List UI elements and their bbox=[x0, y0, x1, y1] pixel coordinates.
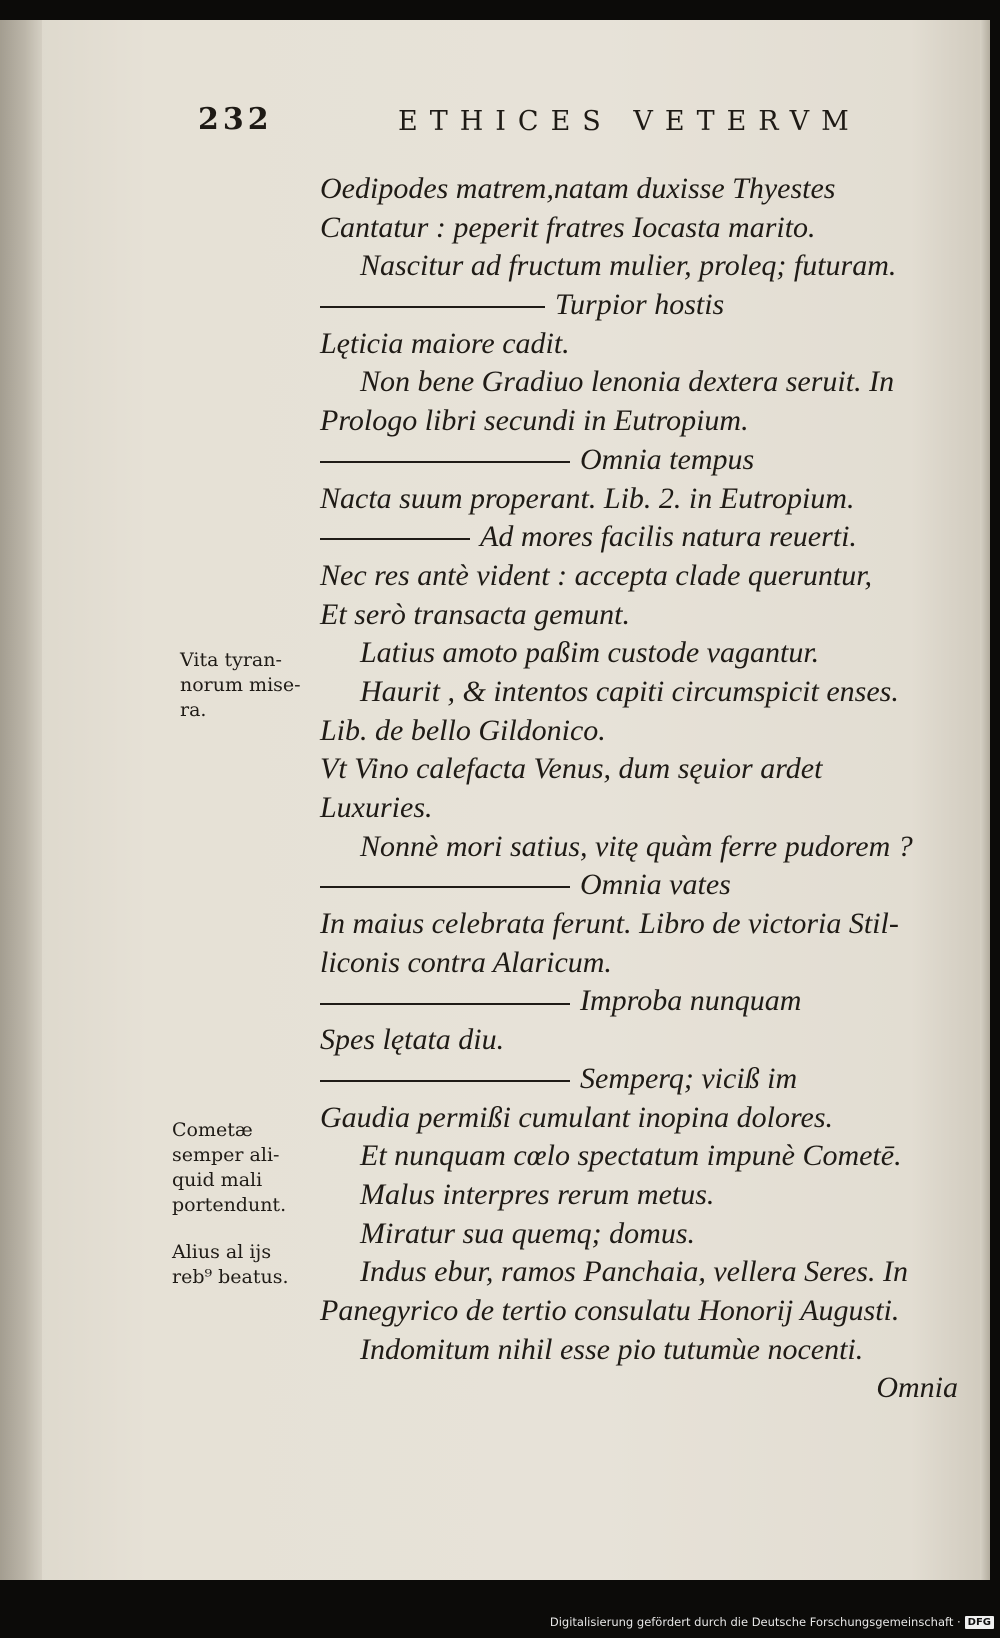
book-page bbox=[0, 20, 990, 1580]
text-line-content: Improba nunquam bbox=[580, 984, 802, 1018]
margin-note: Vita tyran- norum mise- ra. bbox=[180, 649, 301, 721]
text-line-ruled bbox=[320, 866, 960, 905]
text-line-content: Ad mores facilis natura reuerti. bbox=[480, 520, 857, 554]
page-edge bbox=[980, 20, 990, 1580]
text-line: Luxuries. bbox=[320, 791, 433, 824]
text-line: Indus ebur, ramos Panchaia, vellera Seres. In bbox=[360, 1255, 908, 1289]
text-line: Spes lętata diu. bbox=[320, 1023, 505, 1057]
text-line: Et nunquam cœlo spectatum impunè Cometē. bbox=[360, 1139, 902, 1173]
text-line: Cantatur : peperit fratres Iocasta marito. bbox=[320, 210, 816, 244]
poem-text bbox=[320, 170, 960, 1408]
text-line: Lib. de bello Gildonico. bbox=[320, 713, 606, 747]
text-line: Et serò transacta gemunt. bbox=[320, 597, 630, 631]
text-line: Malus interpres rerum metus. bbox=[360, 1177, 715, 1211]
text-line-content: Turpior hostis bbox=[555, 288, 725, 322]
text-line: Miratur sua quemq; domus. bbox=[360, 1216, 695, 1250]
text-line: Lęticia maiore cadit. bbox=[320, 326, 570, 360]
page-header bbox=[0, 102, 990, 152]
running-head: ETHICES VETERVM bbox=[398, 106, 861, 137]
binding-gutter bbox=[0, 20, 42, 1580]
text-line: Vt Vino calefacta Venus, dum sęuior ardet bbox=[320, 752, 823, 786]
text-line: Haurit , & intentos capiti circumspicit enses. bbox=[360, 674, 899, 708]
text-line: Indomitum nihil esse pio tutumùe nocenti. bbox=[360, 1332, 864, 1366]
text-line: Gaudia permißi cumulant inopina dolores. bbox=[320, 1100, 834, 1134]
text-line-content: Semperq; viciß im bbox=[580, 1061, 798, 1095]
dfg-logo-icon: DFG bbox=[965, 1616, 994, 1629]
text-line: Nascitur ad fructum mulier, proleq; futuram. bbox=[360, 249, 897, 283]
text-line: In maius celebrata ferunt. Libro de victoria Stil- bbox=[320, 907, 899, 941]
text-line: Panegyrico de tertio consulatu Honorij Augusti. bbox=[320, 1293, 900, 1327]
dash-rule bbox=[320, 886, 570, 888]
text-line: Prologo libri secundi in Eutropium. bbox=[320, 404, 749, 438]
text-line-ruled bbox=[320, 518, 960, 557]
text-line: Nacta suum properant. Lib. 2. in Eutropium. bbox=[320, 481, 855, 515]
text-line: Nec res antè vident : accepta clade queruntur, bbox=[320, 558, 873, 592]
dash-rule bbox=[320, 461, 570, 463]
text-line: liconis contra Alaricum. bbox=[320, 945, 612, 979]
margin-note: Alius al ijs reb⁹ beatus. bbox=[172, 1241, 289, 1288]
text-line-content: Omnia tempus bbox=[580, 442, 755, 476]
dash-rule bbox=[320, 1003, 570, 1005]
text-line-ruled bbox=[320, 286, 960, 325]
text-line-ruled bbox=[320, 441, 960, 480]
page-number: 232 bbox=[198, 102, 273, 137]
digitization-footer bbox=[550, 1612, 994, 1632]
text-line-ruled bbox=[320, 1060, 960, 1099]
dash-rule bbox=[320, 1080, 570, 1082]
dash-rule bbox=[320, 306, 545, 308]
text-line: Oedipodes matrem,natam duxisse Thyestes bbox=[320, 172, 836, 205]
text-line: Latius amoto paßim custode vagantur. bbox=[360, 636, 820, 670]
text-line: Non bene Gradiuo lenonia dextera seruit. In bbox=[360, 365, 895, 399]
catchword: Omnia bbox=[876, 1371, 958, 1405]
margin-note: Cometæ semper ali- quid mali portendunt. bbox=[172, 1119, 287, 1216]
text-line-content: Omnia vates bbox=[580, 868, 731, 902]
footer-text: Digitalisierung gefördert durch die Deutsche Forschungsgemeinschaft · bbox=[549, 1615, 961, 1629]
dash-rule bbox=[320, 538, 470, 540]
text-line: Nonnè mori satius, vitę quàm ferre pudorem ? bbox=[360, 829, 913, 863]
text-line-ruled bbox=[320, 982, 960, 1021]
